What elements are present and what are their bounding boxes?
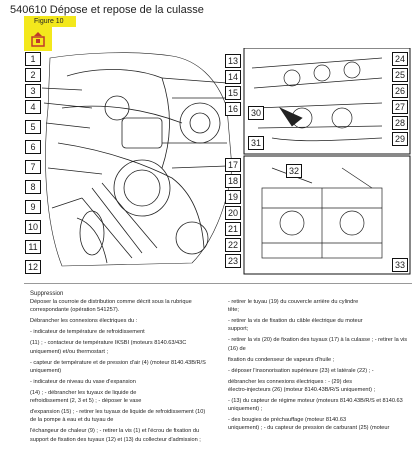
right-column <box>228 298 410 436</box>
callout-8: 8 <box>25 180 41 194</box>
page-title: 540610 Dépose et repose de la culasse <box>10 4 204 16</box>
engine-warning-icon <box>31 31 45 47</box>
callout-4: 4 <box>25 100 41 114</box>
engine-drawing <box>22 48 412 280</box>
paragraph: - indicateur de température de refroidissement <box>30 329 145 336</box>
callout-19: 19 <box>225 190 241 204</box>
callout-3: 3 <box>25 84 41 98</box>
paragraph: fixation du condenseur de vapeurs d'huile ; <box>228 356 335 363</box>
figure-tab: Figure 10 <box>24 16 76 27</box>
callout-22: 22 <box>225 238 241 252</box>
paragraph: - déposer l'insonorisation supérieure (23) et latérale (22) ; - <box>228 367 374 374</box>
callout-33: 33 <box>392 258 408 272</box>
engine-figure <box>22 48 412 280</box>
callout-14: 14 <box>225 70 241 84</box>
callout-30: 30 <box>248 106 264 120</box>
callout-18: 18 <box>225 174 241 188</box>
callout-21: 21 <box>225 222 241 236</box>
paragraph: - indicateur de niveau du vase d'expansion <box>30 378 136 385</box>
callout-16: 16 <box>225 102 241 116</box>
left-column <box>30 298 220 447</box>
paragraph: (14) ; - débrancher les tuyaux de liquide de refroidissement (2, 3 et 5) ; - déposer le vase <box>30 389 142 405</box>
callout-6: 6 <box>25 140 41 154</box>
callout-24: 24 <box>392 52 408 66</box>
callout-31: 31 <box>248 136 264 150</box>
paragraph: débrancher les connexions électriques : - (29) des électro-injecteurs (26) (moteur 8140.43B/R/S uniquement) ; <box>228 378 376 393</box>
paragraph: (11) ; - contacteur de température IKSBI (moteurs 8140.63/43C uniquement) et/ou thermostart ; <box>30 340 187 355</box>
paragraph: d'expansion (15) ; - retirer les tuyaux de liquide de refroidissement (10) de la pompe à eau et du tuyau de <box>30 409 206 424</box>
paragraph: - retirer la vis de fixation du câble électrique du moteur support; <box>228 318 363 333</box>
callout-5: 5 <box>25 120 41 134</box>
callout-17: 17 <box>225 158 241 172</box>
callout-9: 9 <box>25 200 41 214</box>
paragraph: - retirer le tuyau (19) du couvercle arrière du cylindre tête; <box>228 299 359 314</box>
callout-12: 12 <box>25 260 41 274</box>
callout-28: 28 <box>392 116 408 130</box>
callout-15: 15 <box>225 86 241 100</box>
paragraph: Déposer la courroie de distribution comme décrit sous la rubrique correspondante (opération 541257). <box>30 299 192 314</box>
callout-2: 2 <box>25 68 41 82</box>
callout-23: 23 <box>225 254 241 268</box>
callout-7: 7 <box>25 160 41 174</box>
section-title: Suppression <box>30 291 64 297</box>
paragraph: - (13) du capteur de régime moteur (moteurs 8140.43B/R/S et 8140.63 uniquement) ; <box>228 398 403 413</box>
paragraph: - retirer la vis (20) de fixation des tuyaux (17) à la culasse ; - retirer la vis (16) de <box>228 337 408 352</box>
callout-29: 29 <box>392 132 408 146</box>
callout-10: 10 <box>25 220 41 234</box>
callout-13: 13 <box>225 54 241 68</box>
callout-25: 25 <box>392 68 408 82</box>
callout-1: 1 <box>25 52 41 66</box>
paragraph: Débrancher les connexions électriques du : <box>30 318 138 325</box>
paragraph: - des bougies de préchauffage (moteur 8140.63 uniquement) ; - du capteur de pression de carburant (25) (moteur <box>228 417 390 432</box>
callout-11: 11 <box>25 240 41 254</box>
divider <box>24 283 412 284</box>
paragraph: - capteur de température et de pression d'air (4) (moteur 8140.43B/R/S uniquement) <box>30 359 206 374</box>
callout-32: 32 <box>286 164 302 178</box>
callout-26: 26 <box>392 84 408 98</box>
paragraph: l'échangeur de chaleur (9) ; - retirer la vis (1) et l'écrou de fixation du support de fixation des tuyaux (12) et (13) du collecteur d'admission ; <box>30 428 201 443</box>
callout-27: 27 <box>392 100 408 114</box>
callout-20: 20 <box>225 206 241 220</box>
